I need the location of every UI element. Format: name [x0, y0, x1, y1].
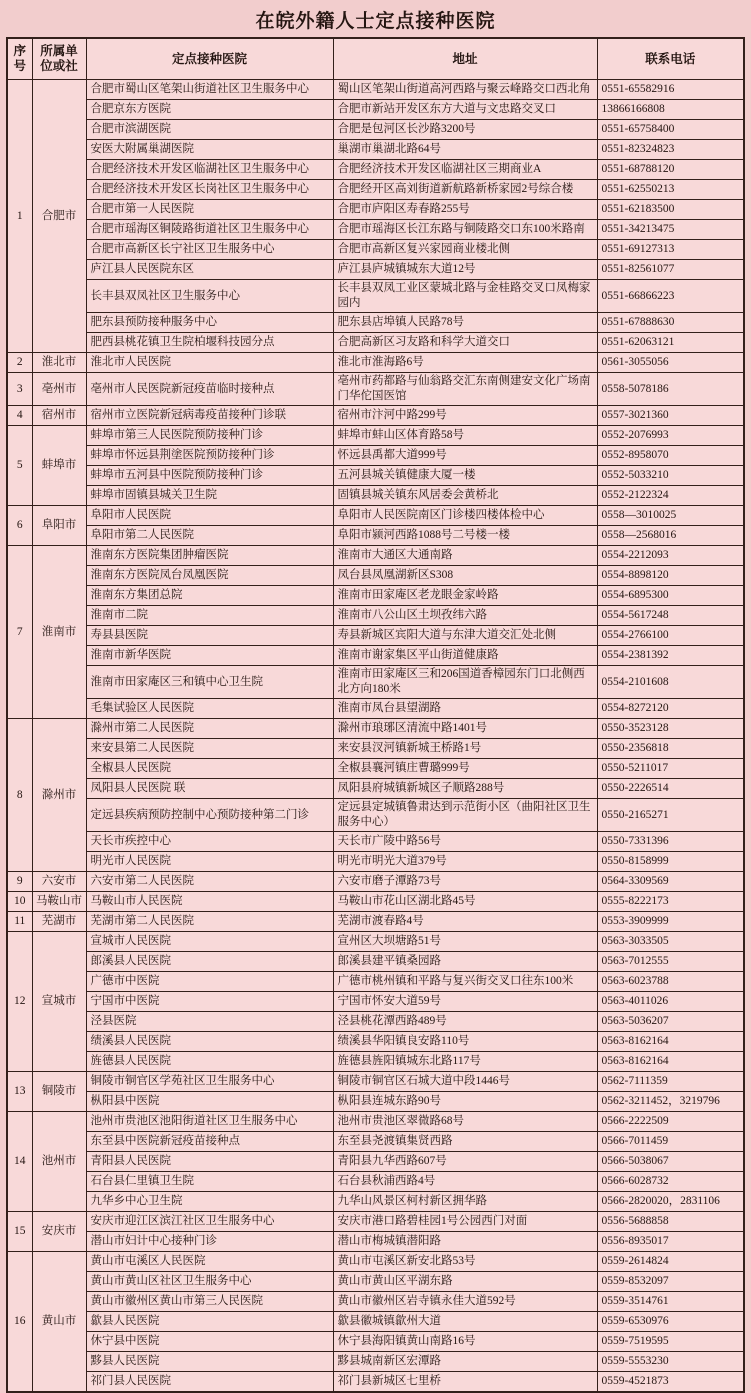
table-row: [7, 832, 744, 852]
cell-phone: 0566-6028732: [597, 1172, 744, 1192]
cell-address: 合肥市高新区复兴家园商业楼北侧: [333, 240, 597, 260]
cell-index: 7: [7, 546, 32, 719]
table-row: [7, 1352, 744, 1372]
table-row: [7, 1072, 744, 1092]
cell-phone: 0551-62183500: [597, 200, 744, 220]
cell-address: 黟县城南新区宏潭路: [333, 1352, 597, 1372]
cell-address: 马鞍山市花山区湖北路45号: [333, 892, 597, 912]
cell-address: 合肥经开区高刘街道新航路新桥家园2号综合楼: [333, 180, 597, 200]
table-row: [7, 466, 744, 486]
table-row: [7, 1052, 744, 1072]
cell-city: 淮南市: [32, 546, 86, 719]
cell-city: 安庆市: [32, 1212, 86, 1252]
cell-hospital: 池州市贵池区池阳街道社区卫生服务中心: [86, 1112, 333, 1132]
table-row: [7, 759, 744, 779]
cell-hospital: 安医大附属巢湖医院: [86, 140, 333, 160]
cell-phone: 0551-82324823: [597, 140, 744, 160]
cell-phone: 0559-3514761: [597, 1292, 744, 1312]
cell-hospital: 定远县疾病预防控制中心预防接种第二门诊: [86, 799, 333, 832]
cell-hospital: 潜山市妇计中心接种门诊: [86, 1232, 333, 1252]
cell-hospital: 黄山市徽州区黄山市第三人民医院: [86, 1292, 333, 1312]
cell-phone: 0554-6895300: [597, 586, 744, 606]
cell-address: 怀远县禹都大道999号: [333, 446, 597, 466]
table-row: [7, 1152, 744, 1172]
cell-hospital: 合肥市蜀山区笔架山街道社区卫生服务中心: [86, 80, 333, 100]
cell-phone: 0559-2614824: [597, 1252, 744, 1272]
table-row: [7, 719, 744, 739]
hospital-table: [6, 37, 745, 1393]
cell-hospital: 淮南市田家庵区三和镇中心卫生院: [86, 666, 333, 699]
cell-phone: 0550-8158999: [597, 852, 744, 872]
cell-address: 潜山市梅城镇潜阳路: [333, 1232, 597, 1252]
cell-address: 庐江县庐城镇城东大道12号: [333, 260, 597, 280]
table-row: [7, 739, 744, 759]
cell-hospital: 庐江县人民医院东区: [86, 260, 333, 280]
cell-phone: 0554-8898120: [597, 566, 744, 586]
cell-hospital: 肥东县预防接种服务中心: [86, 313, 333, 333]
table-row: [7, 1192, 744, 1212]
cell-hospital: 石台县仁里镇卫生院: [86, 1172, 333, 1192]
table-row: [7, 373, 744, 406]
cell-phone: 0552-2076993: [597, 426, 744, 446]
table-row: [7, 1032, 744, 1052]
cell-phone: 0555-8222173: [597, 892, 744, 912]
cell-hospital: 淮南市新华医院: [86, 646, 333, 666]
cell-index: 9: [7, 872, 32, 892]
table-row: [7, 1112, 744, 1132]
table-row: [7, 952, 744, 972]
cell-hospital: 歙县人民医院: [86, 1312, 333, 1332]
cell-hospital: 芜湖市第二人民医院: [86, 912, 333, 932]
cell-hospital: 长丰县双凤社区卫生服务中心: [86, 280, 333, 313]
cell-city: 马鞍山市: [32, 892, 86, 912]
column-header-index: 序号: [7, 38, 32, 80]
cell-city: 宿州市: [32, 406, 86, 426]
cell-phone: 0550-2356818: [597, 739, 744, 759]
column-header-phone: 联系电话: [597, 38, 744, 80]
cell-hospital: 马鞍山市人民医院: [86, 892, 333, 912]
cell-address: 全椒县襄河镇庄曹璐999号: [333, 759, 597, 779]
table-row: [7, 526, 744, 546]
cell-address: 池州市贵池区翠微路68号: [333, 1112, 597, 1132]
cell-address: 绩溪县华阳镇良安路110号: [333, 1032, 597, 1052]
cell-index: 6: [7, 506, 32, 546]
cell-address: 石台县秋浦西路4号: [333, 1172, 597, 1192]
cell-hospital: 淮南东方集团总院: [86, 586, 333, 606]
cell-address: 五河县城关镇健康大厦一楼: [333, 466, 597, 486]
cell-phone: 0566-7011459: [597, 1132, 744, 1152]
cell-address: 蚌埠市蚌山区体育路58号: [333, 426, 597, 446]
table-row: [7, 1132, 744, 1152]
cell-hospital: 合肥京东方医院: [86, 100, 333, 120]
table-row: [7, 220, 744, 240]
cell-city: 淮北市: [32, 353, 86, 373]
cell-phone: 0554-8272120: [597, 699, 744, 719]
cell-index: 2: [7, 353, 32, 373]
cell-address: 枞阳县连城东路90号: [333, 1092, 597, 1112]
table-row: [7, 626, 744, 646]
cell-hospital: 九华乡中心卫生院: [86, 1192, 333, 1212]
table-row: [7, 1012, 744, 1032]
cell-hospital: 六安市第二人民医院: [86, 872, 333, 892]
cell-address: 来安县汊河镇新城王桥路1号: [333, 739, 597, 759]
cell-address: 定远县定城镇鲁肃达到示范街小区（曲阳社区卫生服务中心）: [333, 799, 597, 832]
cell-hospital: 天长市疾控中心: [86, 832, 333, 852]
cell-address: 肥东县店埠镇人民路78号: [333, 313, 597, 333]
cell-index: 8: [7, 719, 32, 872]
cell-address: 淮南市田家庵区三和206国道香樟园东门口北侧西北方向180米: [333, 666, 597, 699]
page-title: 在皖外籍人士定点接种医院: [255, 11, 496, 32]
cell-phone: 0566-2820020，2831106: [597, 1192, 744, 1212]
cell-address: 宣州区大坝塘路51号: [333, 932, 597, 952]
cell-hospital: 蚌埠市固镇县城关卫生院: [86, 486, 333, 506]
cell-address: 郎溪县建平镇桑园路: [333, 952, 597, 972]
cell-address: 黄山市屯溪区新安北路53号: [333, 1252, 597, 1272]
cell-phone: 0566-2222509: [597, 1112, 744, 1132]
table-row: [7, 100, 744, 120]
cell-phone: 0562-3211452，3219796: [597, 1092, 744, 1112]
cell-phone: 0551-65582916: [597, 80, 744, 100]
cell-hospital: 合肥市瑶海区铜陵路街道社区卫生服务中心: [86, 220, 333, 240]
cell-address: 黄山市徽州区岩寺镇永佳大道592号: [333, 1292, 597, 1312]
cell-address: 东至县尧渡镇集贤西路: [333, 1132, 597, 1152]
cell-hospital: 来安县第二人民医院: [86, 739, 333, 759]
cell-address: 淮南市凤台县望湖路: [333, 699, 597, 719]
cell-hospital: 黄山市黄山区社区卫生服务中心: [86, 1272, 333, 1292]
cell-index: 4: [7, 406, 32, 426]
table-row: [7, 932, 744, 952]
cell-address: 休宁县海阳镇黄山南路16号: [333, 1332, 597, 1352]
cell-phone: 0559-6530976: [597, 1312, 744, 1332]
cell-address: 巢湖市巢湖北路64号: [333, 140, 597, 160]
table-row: [7, 799, 744, 832]
table-row: [7, 1212, 744, 1232]
cell-address: 广德市桃州镇和平路与复兴街交叉口往东100米: [333, 972, 597, 992]
cell-address: 合肥市新站开发区东方大道与文忠路交叉口: [333, 100, 597, 120]
table-row: [7, 446, 744, 466]
cell-hospital: 绩溪县人民医院: [86, 1032, 333, 1052]
table-body: [7, 80, 744, 1393]
cell-address: 凤阳县府城镇新城区子顺路288号: [333, 779, 597, 799]
cell-phone: 0552-2122324: [597, 486, 744, 506]
table-row: [7, 1092, 744, 1112]
table-row: [7, 486, 744, 506]
table-row: [7, 160, 744, 180]
cell-index: 5: [7, 426, 32, 506]
cell-address: 六安市磨子潭路73号: [333, 872, 597, 892]
cell-hospital: 青阳县人民医院: [86, 1152, 333, 1172]
cell-hospital: 合肥市高新区长宁社区卫生服务中心: [86, 240, 333, 260]
cell-address: 淮南市八公山区土坝孜纬六路: [333, 606, 597, 626]
table-row: [7, 1332, 744, 1352]
cell-city: 黄山市: [32, 1252, 86, 1393]
cell-address: 淮南市田家庵区老龙眼金家岭路: [333, 586, 597, 606]
cell-hospital: 泾县医院: [86, 1012, 333, 1032]
cell-phone: 0550-5211017: [597, 759, 744, 779]
cell-hospital: 淮南市二院: [86, 606, 333, 626]
table-row: [7, 353, 744, 373]
cell-phone: 0554-2381392: [597, 646, 744, 666]
cell-hospital: 凤阳县人民医院 联: [86, 779, 333, 799]
cell-address: 铜陵市铜官区石城大道中段1446号: [333, 1072, 597, 1092]
table-row: [7, 426, 744, 446]
cell-hospital: 肥西县桃花镇卫生院柏堰科技园分点: [86, 333, 333, 353]
cell-hospital: 宁国市中医院: [86, 992, 333, 1012]
table-row: [7, 972, 744, 992]
cell-phone: 0554-2212093: [597, 546, 744, 566]
cell-address: 固镇县城关镇东风居委会黄桥北: [333, 486, 597, 506]
cell-hospital: 祁门县人民医院: [86, 1372, 333, 1393]
table-row: [7, 1272, 744, 1292]
table-row: [7, 586, 744, 606]
table-row: [7, 852, 744, 872]
cell-address: 阜阳市颍河西路1088号二号楼一楼: [333, 526, 597, 546]
cell-phone: 0559-8532097: [597, 1272, 744, 1292]
cell-phone: 0554-2766100: [597, 626, 744, 646]
cell-address: 寿县新城区宾阳大道与东津大道交汇处北侧: [333, 626, 597, 646]
cell-index: 1: [7, 80, 32, 353]
cell-address: 凤台县凤凰湖新区S308: [333, 566, 597, 586]
cell-phone: 0551-62550213: [597, 180, 744, 200]
cell-address: 明光市明光大道379号: [333, 852, 597, 872]
table-row: [7, 1312, 744, 1332]
table-row: [7, 120, 744, 140]
cell-hospital: 安庆市迎江区滨江社区卫生服务中心: [86, 1212, 333, 1232]
cell-phone: 0550-7331396: [597, 832, 744, 852]
cell-city: 阜阳市: [32, 506, 86, 546]
cell-phone: 0551-66866223: [597, 280, 744, 313]
cell-hospital: 毛集试验区人民医院: [86, 699, 333, 719]
cell-address: 蜀山区笔架山街道高河西路与聚云峰路交口西北角: [333, 80, 597, 100]
cell-address: 天长市广陵中路56号: [333, 832, 597, 852]
cell-address: 祁门县新城区七里桥: [333, 1372, 597, 1393]
table-row: [7, 1292, 744, 1312]
column-header-hospital: 定点接种医院: [86, 38, 333, 80]
cell-index: 12: [7, 932, 32, 1072]
table-row: [7, 1172, 744, 1192]
cell-hospital: 合肥市滨湖医院: [86, 120, 333, 140]
cell-index: 3: [7, 373, 32, 406]
cell-address: 合肥市瑶海区长江东路与铜陵路交口东100米路南: [333, 220, 597, 240]
cell-phone: 0551-65758400: [597, 120, 744, 140]
cell-phone: 0551-69127313: [597, 240, 744, 260]
table-row: [7, 260, 744, 280]
cell-phone: 0559-7519595: [597, 1332, 744, 1352]
column-header-address: 地址: [333, 38, 597, 80]
cell-city: 六安市: [32, 872, 86, 892]
cell-phone: 0556-5688858: [597, 1212, 744, 1232]
cell-phone: 0561-3055056: [597, 353, 744, 373]
cell-address: 宁国市怀安大道59号: [333, 992, 597, 1012]
cell-hospital: 亳州市人民医院新冠疫苗临时接种点: [86, 373, 333, 406]
table-row: [7, 546, 744, 566]
cell-city: 合肥市: [32, 80, 86, 353]
table-row: [7, 1372, 744, 1393]
cell-hospital: 枞阳县中医院: [86, 1092, 333, 1112]
cell-phone: 0559-5553230: [597, 1352, 744, 1372]
table-row: [7, 779, 744, 799]
table-row: [7, 566, 744, 586]
cell-phone: 0554-2101608: [597, 666, 744, 699]
cell-phone: 0558—2568016: [597, 526, 744, 546]
cell-phone: 0563-3033505: [597, 932, 744, 952]
table-row: [7, 506, 744, 526]
cell-hospital: 合肥经济技术开发区长岗社区卫生服务中心: [86, 180, 333, 200]
cell-address: 阜阳市人民医院南区门诊楼四楼体检中心: [333, 506, 597, 526]
cell-city: 滁州市: [32, 719, 86, 872]
cell-city: 宣城市: [32, 932, 86, 1072]
cell-hospital: 滁州市第二人民医院: [86, 719, 333, 739]
table-row: [7, 992, 744, 1012]
table-row: [7, 606, 744, 626]
cell-hospital: 寿县县医院: [86, 626, 333, 646]
table-header-row: [7, 38, 744, 80]
cell-address: 芜湖市渡春路4号: [333, 912, 597, 932]
cell-phone: 0553-3909999: [597, 912, 744, 932]
cell-index: 11: [7, 912, 32, 932]
cell-address: 黄山市黄山区平湖东路: [333, 1272, 597, 1292]
cell-address: 合肥市庐阳区寿春路255号: [333, 200, 597, 220]
cell-address: 歙县徽城镇歙州大道: [333, 1312, 597, 1332]
cell-address: 淮南市谢家集区平山街道健康路: [333, 646, 597, 666]
cell-phone: 0550-2165271: [597, 799, 744, 832]
table-row: [7, 912, 744, 932]
cell-phone: 0563-7012555: [597, 952, 744, 972]
cell-hospital: 蚌埠市第三人民医院预防接种门诊: [86, 426, 333, 446]
cell-address: 泾县桃花潭西路489号: [333, 1012, 597, 1032]
cell-hospital: 淮南东方医院凤台凤凰医院: [86, 566, 333, 586]
cell-address: 亳州市药都路与仙翁路交汇东南侧建安文化广场南门华佗国医馆: [333, 373, 597, 406]
cell-phone: 0551-67888630: [597, 313, 744, 333]
cell-city: 亳州市: [32, 373, 86, 406]
cell-index: 13: [7, 1072, 32, 1112]
cell-hospital: 阜阳市人民医院: [86, 506, 333, 526]
cell-phone: 0563-8162164: [597, 1032, 744, 1052]
cell-hospital: 黟县人民医院: [86, 1352, 333, 1372]
cell-hospital: 广德市中医院: [86, 972, 333, 992]
cell-phone: 0552-5033210: [597, 466, 744, 486]
cell-address: 滁州市琅琊区清流中路1401号: [333, 719, 597, 739]
cell-hospital: 休宁县中医院: [86, 1332, 333, 1352]
cell-address: 合肥是包河区长沙路3200号: [333, 120, 597, 140]
cell-address: 九华山风景区柯村新区拥华路: [333, 1192, 597, 1212]
cell-phone: 0558—3010025: [597, 506, 744, 526]
cell-phone: 0563-6023788: [597, 972, 744, 992]
cell-phone: 0558-5078186: [597, 373, 744, 406]
table-row: [7, 240, 744, 260]
cell-phone: 0551-62063121: [597, 333, 744, 353]
table-row: [7, 80, 744, 100]
cell-index: 15: [7, 1212, 32, 1252]
cell-phone: 0550-3523128: [597, 719, 744, 739]
cell-phone: 0563-5036207: [597, 1012, 744, 1032]
cell-phone: 0557-3021360: [597, 406, 744, 426]
table-row: [7, 200, 744, 220]
cell-phone: 0564-3309569: [597, 872, 744, 892]
cell-phone: 0551-68788120: [597, 160, 744, 180]
cell-phone: 0566-5038067: [597, 1152, 744, 1172]
cell-phone: 0552-8958070: [597, 446, 744, 466]
table-row: [7, 699, 744, 719]
cell-hospital: 明光市人民医院: [86, 852, 333, 872]
table-row: [7, 666, 744, 699]
cell-phone: 0563-8162164: [597, 1052, 744, 1072]
cell-phone: 0554-5617248: [597, 606, 744, 626]
cell-phone: 0556-8935017: [597, 1232, 744, 1252]
cell-hospital: 蚌埠市怀远县荆塗医院预防接种门诊: [86, 446, 333, 466]
cell-phone: 0559-4521873: [597, 1372, 744, 1393]
cell-address: 安庆市港口路碧桂园1号公园西门对面: [333, 1212, 597, 1232]
cell-city: 芜湖市: [32, 912, 86, 932]
cell-phone: 0551-82561077: [597, 260, 744, 280]
table-row: [7, 646, 744, 666]
cell-hospital: 淮南东方医院集团肿瘤医院: [86, 546, 333, 566]
cell-hospital: 全椒县人民医院: [86, 759, 333, 779]
cell-city: 池州市: [32, 1112, 86, 1212]
cell-phone: 0550-2226514: [597, 779, 744, 799]
cell-hospital: 合肥经济技术开发区临湖社区卫生服务中心: [86, 160, 333, 180]
table-row: [7, 180, 744, 200]
cell-address: 合肥经济技术开发区临湖社区三期商业A: [333, 160, 597, 180]
cell-city: 铜陵市: [32, 1072, 86, 1112]
cell-hospital: 阜阳市第二人民医院: [86, 526, 333, 546]
cell-address: 淮北市淮海路6号: [333, 353, 597, 373]
cell-index: 14: [7, 1112, 32, 1212]
cell-index: 10: [7, 892, 32, 912]
column-header-city: 所属单位或社: [32, 38, 86, 80]
cell-hospital: 东至县中医院新冠疫苗接种点: [86, 1132, 333, 1152]
cell-address: 长丰县双凤工业区蒙城北路与金桂路交叉口凤梅家园内: [333, 280, 597, 313]
cell-address: 淮南市大通区大通南路: [333, 546, 597, 566]
cell-phone: 0562-7111359: [597, 1072, 744, 1092]
cell-hospital: 淮北市人民医院: [86, 353, 333, 373]
cell-hospital: 蚌埠市五河县中医院预防接种门诊: [86, 466, 333, 486]
cell-address: 宿州市汴河中路299号: [333, 406, 597, 426]
cell-hospital: 黄山市屯溪区人民医院: [86, 1252, 333, 1272]
cell-address: 合肥高新区习友路和科学大道交口: [333, 333, 597, 353]
table-row: [7, 140, 744, 160]
table-row: [7, 406, 744, 426]
cell-hospital: 宣城市人民医院: [86, 932, 333, 952]
cell-hospital: 合肥市第一人民医院: [86, 200, 333, 220]
cell-index: 16: [7, 1252, 32, 1393]
cell-address: 旌德县旌阳镇城东北路117号: [333, 1052, 597, 1072]
cell-hospital: 铜陵市铜官区学苑社区卫生服务中心: [86, 1072, 333, 1092]
table-row: [7, 1252, 744, 1272]
cell-city: 蚌埠市: [32, 426, 86, 506]
table-row: [7, 280, 744, 313]
table-row: [7, 892, 744, 912]
table-row: [7, 872, 744, 892]
cell-hospital: 宿州市立医院新冠病毒疫苗接种门诊联: [86, 406, 333, 426]
table-row: [7, 1232, 744, 1252]
table-row: [7, 313, 744, 333]
cell-address: 青阳县九华西路607号: [333, 1152, 597, 1172]
table-row: [7, 333, 744, 353]
cell-phone: 0551-34213475: [597, 220, 744, 240]
cell-hospital: 旌德县人民医院: [86, 1052, 333, 1072]
cell-phone: 0563-4011026: [597, 992, 744, 1012]
cell-phone: 13866166808: [597, 100, 744, 120]
cell-hospital: 郎溪县人民医院: [86, 952, 333, 972]
